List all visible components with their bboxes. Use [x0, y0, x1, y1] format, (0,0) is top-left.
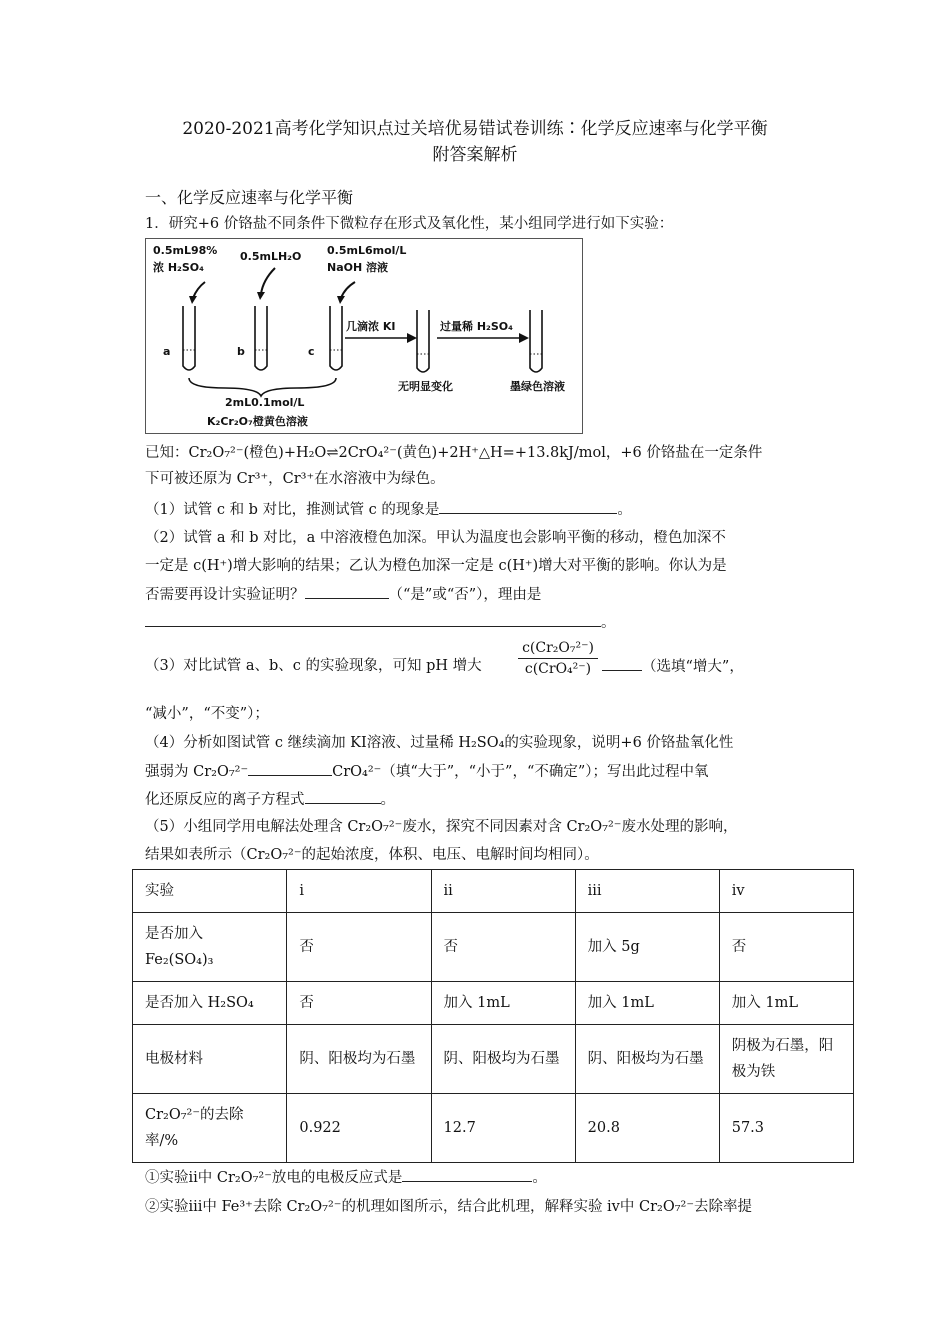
- table-cell: 57.3: [719, 1094, 853, 1163]
- table-header-cell: i: [287, 870, 431, 913]
- table-header-cell: iii: [575, 870, 719, 913]
- table-cell: 是否加入 Fe₂(SO₄)₃: [133, 913, 287, 982]
- q1-part2-line2: 一定是 c(H⁺)增大影响的结果；乙认为橙色加深一定是 c(H⁺)增大对平衡的影响。你认为是: [145, 558, 727, 574]
- answer-blank[interactable]: [145, 612, 601, 627]
- table-cell: 加入 1mL: [719, 982, 853, 1025]
- fraction-numerator: c(Cr₂O₇²⁻): [518, 640, 598, 659]
- table-row: [133, 982, 854, 1025]
- table-cell: 是否加入 H₂SO₄: [133, 982, 287, 1025]
- q1-part4-line1: （4）分析如图试管 c 继续滴加 KI溶液、过量稀 H₂SO₄的实验现象，说明+6 价铬盐氧化性: [145, 735, 734, 751]
- tube-a-label: a: [163, 345, 171, 358]
- table-row: [133, 913, 854, 982]
- arrow2-label: 过量稀 H₂SO₄: [440, 320, 513, 333]
- fraction-denominator: c(CrO₄²⁻): [524, 661, 592, 677]
- table-row: [133, 1094, 854, 1163]
- table-header-cell: iv: [719, 870, 853, 913]
- doc-title-line2: 附答案解析: [432, 145, 518, 165]
- reagent-a-line2: 浓 H₂SO₄: [153, 261, 204, 274]
- result1-label: 无明显变化: [398, 380, 453, 393]
- q1-part2-line4: 。: [145, 612, 616, 633]
- table-cell: 0.922: [287, 1094, 431, 1163]
- table-header-cell: ii: [431, 870, 575, 913]
- table-cell: 阴、阳极均为石墨: [575, 1025, 719, 1094]
- q1-part3-tail: （选填“增大”，: [602, 656, 744, 677]
- answer-blank[interactable]: [602, 656, 642, 671]
- table-row: [133, 1025, 854, 1094]
- table-cell: 否: [719, 913, 853, 982]
- sub-question-1: ①实验ⅱ中 Cr₂O₇²⁻放电的电极反应式是 。: [145, 1167, 547, 1188]
- table-cell: 电极材料: [133, 1025, 287, 1094]
- bottom-label-line2: K₂Cr₂O₇橙黄色溶液: [207, 415, 308, 428]
- known-line2: 下可被还原为 Cr³⁺，Cr³⁺在水溶液中为绿色。: [145, 471, 445, 487]
- concentration-ratio-fraction: [518, 640, 598, 677]
- reagent-c-line2: NaOH 溶液: [327, 261, 389, 274]
- table-cell: 否: [287, 982, 431, 1025]
- answer-blank[interactable]: [248, 761, 332, 776]
- answer-blank[interactable]: [402, 1167, 532, 1182]
- reagent-a-line1: 0.5mL98%: [153, 244, 218, 257]
- table-cell: 加入 1mL: [431, 982, 575, 1025]
- table-cell: 阴极为石墨，阳极为铁: [719, 1025, 853, 1094]
- bottom-label-line1: 2mL0.1mol/L: [225, 396, 305, 409]
- q1-part5-line2: 结果如表所示（Cr₂O₇²⁻的起始浓度，体积、电压、电解时间均相同）。: [145, 847, 599, 863]
- experiment-figure: [145, 238, 583, 434]
- section-heading: 一、化学反应速率与化学平衡: [145, 188, 354, 207]
- table-cell: 阴、阳极均为石墨: [287, 1025, 431, 1094]
- q1-part5-line1: （5）小组同学用电解法处理含 Cr₂O₇²⁻废水，探究不同因素对含 Cr₂O₇²⁻废水处理的影响，: [145, 819, 738, 835]
- table-cell: 阴、阳极均为石墨: [431, 1025, 575, 1094]
- result2-label: 墨绿色溶液: [510, 380, 565, 393]
- reagent-b: 0.5mLH₂O: [240, 250, 302, 263]
- answer-blank[interactable]: [305, 584, 389, 599]
- q1-part2-line3: 否需要再设计实验证明？ （“是”或“否”），理由是: [145, 584, 541, 605]
- experiment-results-table: [132, 869, 854, 1163]
- q1-part3-line2: “减小”，“不变”）；: [145, 706, 269, 722]
- table-cell: 12.7: [431, 1094, 575, 1163]
- answer-blank[interactable]: [439, 499, 617, 514]
- table-cell: 20.8: [575, 1094, 719, 1163]
- question-1-intro: 1．研究+6 价铬盐不同条件下微粒存在形式及氧化性，某小组同学进行如下实验：: [145, 216, 674, 232]
- q1-part1: （1）试管 c 和 b 对比，推测试管 c 的现象是 。: [145, 499, 632, 520]
- table-cell: Cr₂O₇²⁻的去除率/%: [133, 1094, 287, 1163]
- doc-title-line1: 2020-2021高考化学知识点过关培优易错试卷训练∶化学反应速率与化学平衡: [182, 119, 768, 139]
- table-header-cell: 实验: [133, 870, 287, 913]
- q1-part3-line1: （3）对比试管 a、b、c 的实验现象，可知 pH 增大: [145, 658, 482, 674]
- q1-part2-line1: （2）试管 a 和 b 对比，a 中溶液橙色加深。甲认为温度也会影响平衡的移动，橙色加深不: [145, 530, 726, 546]
- table-cell: 否: [287, 913, 431, 982]
- answer-blank[interactable]: [305, 789, 381, 804]
- table-cell: 加入 1mL: [575, 982, 719, 1025]
- known-line1: 已知：Cr₂O₇²⁻(橙色)+H₂O⇌2CrO₄²⁻(黄色)+2H⁺△H=+13.8kJ/mol，+6 价铬盐在一定条件: [145, 445, 763, 461]
- tube-b-label: b: [237, 345, 245, 358]
- reagent-c-line1: 0.5mL6mol/L: [327, 244, 407, 257]
- table-cell: 否: [431, 913, 575, 982]
- tube-c-label: c: [308, 345, 315, 358]
- q1-part4-line3: 化还原反应的离子方程式 。: [145, 789, 395, 810]
- arrow1-label: 几滴浓 KI: [346, 320, 396, 333]
- table-header-row: [133, 870, 854, 913]
- q1-part4-line2: 强弱为 Cr₂O₇²⁻ CrO₄²⁻（填“大于”，“小于”，“不确定”）；写出此过程中氧: [145, 761, 709, 782]
- sub-question-2: ②实验ⅲ中 Fe³⁺去除 Cr₂O₇²⁻的机理如图所示，结合此机理，解释实验 ⅳ中 Cr₂O₇²⁻去除率提: [145, 1199, 753, 1215]
- table-cell: 加入 5g: [575, 913, 719, 982]
